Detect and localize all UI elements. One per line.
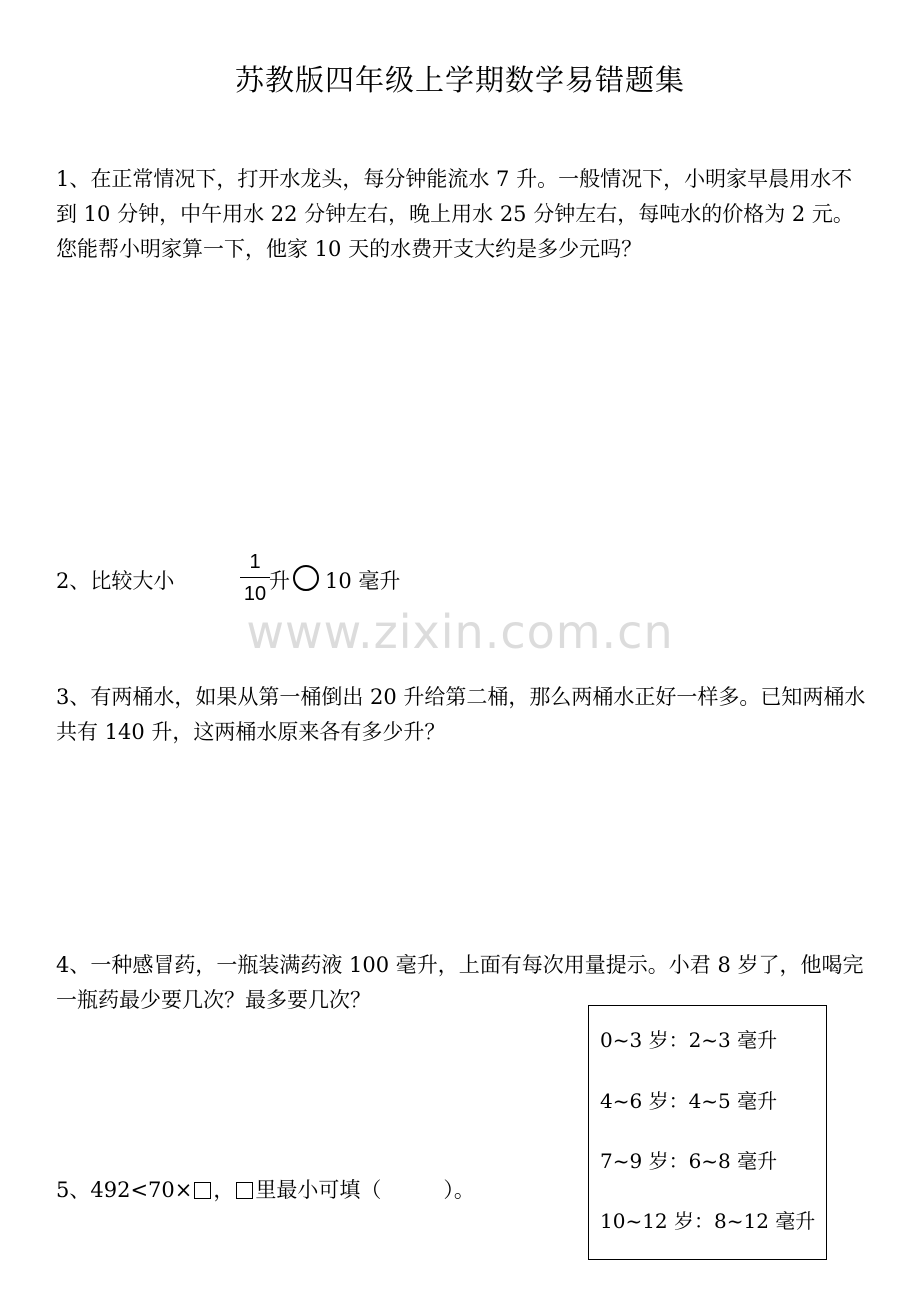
answer-box[interactable] [194, 1182, 211, 1199]
dosage-table [588, 1005, 827, 1260]
dosage-row: 7~9 岁：6~8 毫升 [600, 1149, 778, 1173]
compare-right-value: 10 毫升 [325, 569, 401, 593]
question-3: 3、有两桶水，如果从第一桶倒出 20 升给第二桶，那么两桶水正好一样多。已知两桶水共有 140 升，这两桶水原来各有多少升？ [56, 685, 866, 744]
fraction-one-tenth [240, 550, 270, 606]
question-5-prefix: 5、492<70× [56, 1178, 193, 1202]
watermark: www.zixin.com.cn [246, 605, 674, 659]
fraction-bar [240, 577, 270, 578]
question-1: 1、在正常情况下，打开水龙头，每分钟能流水 7 升。一般情况下，小明家早晨用水不到 10 分钟，中午用水 22 分钟左右，晚上用水 25 分钟左右，每吨水的价格为 2 元。您能帮小明家算一下，他家 10 天的水费开支大约是多少元吗？ [56, 167, 854, 261]
page-title: 苏教版四年级上学期数学易错题集 [234, 63, 685, 97]
compare-circle[interactable] [293, 565, 319, 591]
answer-box[interactable] [236, 1182, 253, 1199]
question-5-end: ）。 [443, 1178, 475, 1202]
question-5-middle: ， [213, 1178, 235, 1202]
dosage-row: 4~6 岁：4~5 毫升 [600, 1089, 778, 1113]
fraction-unit: 升 [269, 569, 290, 593]
dosage-row: 0~3 岁：2~3 毫升 [600, 1028, 778, 1052]
fraction-denominator: 10 [243, 583, 267, 605]
question-4: 4、一种感冒药，一瓶装满药液 100 毫升，上面有每次用量提示。小君 8 岁了，他喝完一瓶药最少要几次？最多要几次？ [56, 953, 864, 1012]
dosage-row: 10~12 岁：8~12 毫升 [600, 1209, 816, 1233]
question-2-label: 2、比较大小 [56, 569, 175, 593]
question-5-suffix: 里最小可填（ [255, 1178, 382, 1202]
question-5 [56, 1174, 475, 1204]
fraction-numerator: 1 [249, 551, 261, 573]
